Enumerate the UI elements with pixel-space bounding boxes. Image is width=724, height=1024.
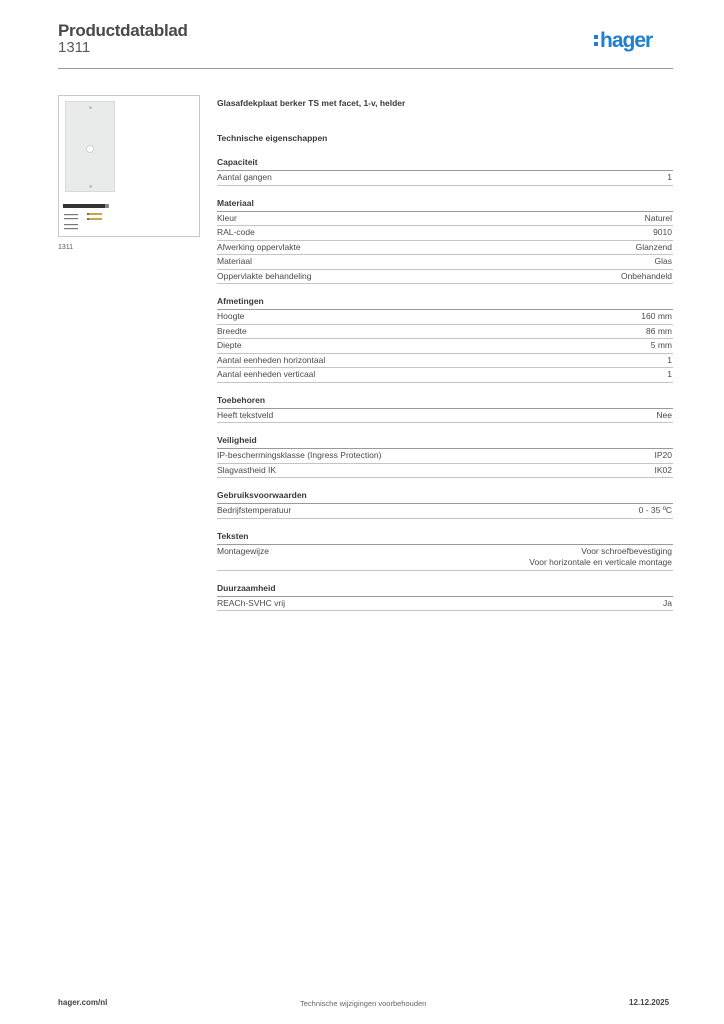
- spec-value-text: 1: [667, 172, 672, 182]
- spec-label: Slagvastheid IK: [217, 464, 277, 475]
- spec-row: [217, 464, 673, 479]
- spec-label: Montagewijze: [217, 545, 269, 556]
- spec-label: Oppervlakte behandeling: [217, 270, 312, 281]
- spec-row: [217, 171, 673, 186]
- spec-value-text: Glanzend: [635, 241, 672, 252]
- spec-value-text: Glas: [654, 256, 672, 266]
- spec-row: [217, 545, 673, 571]
- spec-value: [655, 465, 673, 477]
- footer-date: 12.12.2025: [629, 998, 670, 1007]
- spec-row: [217, 339, 673, 354]
- spec-value-text: 1: [667, 369, 672, 379]
- spec-label: Aantal eenheden horizontaal: [217, 354, 326, 365]
- product-number: 1311: [58, 39, 91, 56]
- spec-row: [217, 449, 673, 464]
- spec-label: RAL-code: [217, 227, 255, 237]
- spec-value-text: 0 - 35 ºC: [638, 505, 672, 515]
- image-caption: 1311: [58, 244, 74, 251]
- spec-value: [656, 410, 672, 422]
- spec-value: [529, 546, 672, 569]
- spec-value-text: 160 mm: [641, 311, 672, 321]
- section-title: Toebehoren: [217, 394, 673, 409]
- spec-value: [646, 326, 672, 338]
- spec-value-text: Naturel: [644, 212, 672, 223]
- spec-value-text: 86 mm: [646, 325, 672, 336]
- hager-logo: [593, 27, 675, 57]
- spec-section: [217, 582, 673, 612]
- spec-row: [217, 597, 673, 612]
- spec-label: Materiaal: [217, 256, 252, 266]
- spec-value: [641, 311, 672, 323]
- accessory-icons: [63, 202, 123, 232]
- spec-label: Heeft tekstveld: [217, 409, 274, 420]
- spec-label: Diepte: [217, 340, 242, 350]
- spec-label: Breedte: [217, 325, 247, 336]
- spec-value-text: 9010: [653, 227, 672, 237]
- spec-value: [645, 213, 672, 225]
- spec-value: [621, 271, 672, 283]
- spec-row: [217, 368, 673, 383]
- spec-value-text: Ja: [663, 597, 672, 608]
- section-title: Veiligheid: [217, 434, 673, 449]
- spec-row: [217, 270, 673, 285]
- spec-row: [217, 212, 673, 227]
- spec-value: [667, 369, 672, 381]
- logo-text: hager: [600, 29, 653, 52]
- spec-value: [636, 242, 672, 254]
- spec-label: Bedrijfstemperatuur: [217, 505, 292, 515]
- cover-plate-image: [65, 101, 115, 192]
- spec-value-text: IP20: [654, 450, 672, 460]
- spec-row: [217, 255, 673, 270]
- spec-section: [217, 295, 673, 383]
- spec-label: Aantal eenheden verticaal: [217, 369, 316, 379]
- spec-value-text: 1: [667, 354, 672, 365]
- technical-properties-heading: Technische eigenschappen: [217, 133, 328, 143]
- footer-website[interactable]: hager.com/nl: [58, 998, 108, 1007]
- section-title: Gebruiksvoorwaarden: [217, 489, 673, 504]
- spec-row: [217, 325, 673, 340]
- section-title: Teksten: [217, 530, 673, 545]
- spec-value-text: Voor horizontale en verticale montage: [529, 557, 672, 567]
- spec-row: [217, 354, 673, 369]
- spec-value: [639, 505, 672, 517]
- spec-row: [217, 409, 673, 424]
- spec-section: [217, 434, 673, 478]
- spec-value-text: IK02: [654, 464, 672, 475]
- product-image: [58, 95, 200, 237]
- spec-section: [217, 156, 673, 186]
- spec-section: [217, 394, 673, 424]
- spec-value: [663, 598, 672, 610]
- spec-label: IP-beschermingsklasse (Ingress Protection): [217, 450, 382, 460]
- spec-section: [217, 530, 673, 571]
- section-title: Materiaal: [217, 197, 673, 212]
- section-title: Capaciteit: [217, 156, 673, 171]
- spec-value: [667, 355, 672, 367]
- section-title: Duurzaamheid: [217, 582, 673, 597]
- product-title: Glasafdekplaat berker TS met facet, 1-v, helder: [217, 98, 406, 108]
- spec-row: [217, 310, 673, 325]
- spec-value: [655, 256, 672, 268]
- spec-label: Afwerking oppervlakte: [217, 241, 301, 252]
- spec-value: [667, 172, 672, 184]
- spec-value-text: Nee: [656, 409, 672, 420]
- spec-content: [217, 96, 673, 611]
- section-title: Afmetingen: [217, 295, 673, 310]
- spec-label: REACh-SVHC vrij: [217, 597, 286, 608]
- spec-value: [651, 340, 672, 352]
- spec-label: Aantal gangen: [217, 172, 272, 182]
- page-title: Productdatablad: [58, 21, 188, 40]
- header-divider: [58, 68, 673, 69]
- spec-section: [217, 197, 673, 285]
- spec-section: [217, 489, 673, 519]
- spec-value: [655, 450, 673, 462]
- spec-label: Kleur: [217, 212, 237, 223]
- plate-opening: [86, 145, 94, 153]
- spec-value-text: Voor schroefbevestiging: [581, 545, 672, 556]
- spec-row: [217, 504, 673, 519]
- spec-value-text: 5 mm: [650, 340, 672, 350]
- spec-value: [653, 227, 672, 239]
- spec-row: [217, 241, 673, 256]
- footer-disclaimer: Technische wijzigingen voorbehouden: [300, 999, 427, 1008]
- spec-label: Hoogte: [217, 311, 245, 321]
- spec-value-text: Onbehandeld: [620, 270, 672, 281]
- spec-row: [217, 226, 673, 241]
